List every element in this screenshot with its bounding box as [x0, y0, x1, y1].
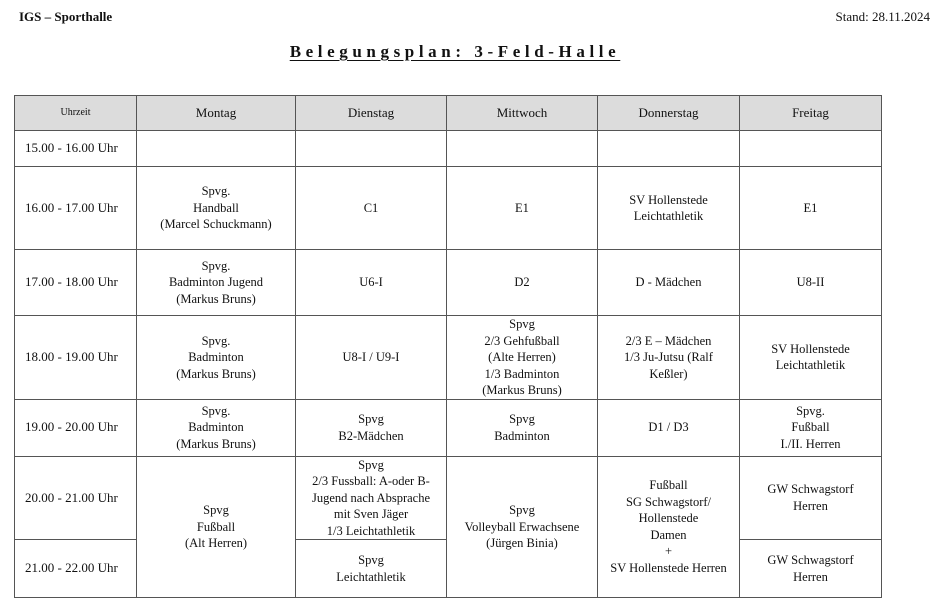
table-row [15, 250, 882, 316]
table-row [15, 316, 882, 400]
header-uhrzeit: Uhrzeit [15, 96, 137, 131]
header-montag: Montag [137, 96, 296, 131]
cell-line: D1 / D3 [648, 420, 689, 435]
schedule-cell [447, 131, 598, 167]
schedule-cell [137, 250, 296, 316]
cell-line: Fußball [196, 519, 236, 534]
table-row [15, 131, 882, 167]
cell-line: Spvg [509, 317, 535, 331]
schedule-cell [137, 316, 296, 400]
cell-line: Spvg [509, 412, 535, 426]
schedule-cell [137, 167, 296, 250]
stand-date: Stand: 28.11.2024 [835, 9, 930, 24]
cell-line: 2/3 Gehfußball [484, 333, 560, 348]
cell-line: SV Hollenstede [771, 341, 850, 356]
cell-line: Badminton [494, 428, 550, 443]
cell-line: SV Hollenstede Herren [610, 560, 727, 575]
cell-line: Badminton [188, 420, 244, 435]
cell-line: Spvg [203, 503, 229, 517]
time-slot: 17.00 - 18.00 Uhr [15, 250, 137, 316]
schedule-cell [137, 399, 296, 456]
cell-line: (Markus Bruns) [482, 383, 562, 397]
cell-line: (Markus Bruns) [176, 366, 256, 381]
schedule-cell [296, 250, 447, 316]
cell-line: 1/3 Badminton [484, 366, 560, 381]
time-slot: 20.00 - 21.00 Uhr [15, 456, 137, 540]
cell-line: D2 [514, 275, 530, 290]
cell-line: Herren [793, 498, 828, 513]
cell-line: Badminton Jugend [168, 275, 264, 290]
cell-line: Badminton [188, 350, 244, 364]
header-mittwoch: Mittwoch [447, 96, 598, 131]
cell-line: Leichtathletik [336, 569, 406, 584]
cell-line: Fußball [649, 478, 688, 493]
schedule-cell [740, 167, 882, 250]
cell-line: Herren [793, 569, 828, 584]
cell-line: Spvg [358, 412, 384, 426]
time-slot: 21.00 - 22.00 Uhr [15, 540, 137, 598]
cell-line: U6-I [359, 275, 383, 290]
schedule-cell [740, 131, 882, 167]
cell-line: E1 [515, 200, 529, 215]
cell-line: 1/3 Leichtathletik [326, 523, 416, 538]
schedule-table [14, 95, 882, 598]
schedule-cell [296, 456, 447, 540]
schedule-cell [447, 399, 598, 456]
time-slot: 19.00 - 20.00 Uhr [15, 399, 137, 456]
header-dienstag: Dienstag [296, 96, 447, 131]
cell-line: Spvg. [796, 403, 825, 418]
cell-line: U8-I / U9-I [342, 350, 400, 364]
schedule-cell [598, 316, 740, 400]
header-donnerstag: Donnerstag [598, 96, 740, 131]
header-freitag: Freitag [740, 96, 882, 131]
schedule-cell [296, 399, 447, 456]
cell-line: GW Schwagstorf [767, 553, 854, 567]
cell-line: (Alte Herren) [488, 350, 556, 364]
schedule-cell [598, 456, 740, 598]
cell-line: D - Mädchen [635, 275, 702, 290]
cell-line: 1/3 Ju-Jutsu (Ralf [624, 350, 713, 364]
cell-line: (Alt Herren) [184, 536, 248, 550]
schedule-cell [447, 456, 598, 598]
schedule-cell [447, 250, 598, 316]
cell-line: U8-II [796, 275, 825, 290]
cell-line: Spvg [358, 457, 384, 472]
schedule-cell [740, 250, 882, 316]
cell-line: SV Hollenstede [629, 192, 708, 207]
cell-line: Keßler) [649, 366, 688, 381]
schedule-cell [740, 316, 882, 400]
schedule-cell [598, 167, 740, 250]
cell-line: B2-Mädchen [338, 428, 404, 443]
cell-line: Handball [193, 200, 239, 215]
cell-line: C1 [363, 200, 379, 215]
cell-line: I./II. Herren [780, 436, 841, 451]
schedule-cell [137, 131, 296, 167]
schedule-cell [740, 456, 882, 540]
school-name: IGS – Sporthalle [19, 9, 113, 24]
table-row [15, 399, 882, 456]
document-title [0, 42, 910, 62]
time-slot: 18.00 - 19.00 Uhr [15, 316, 137, 400]
schedule-cell [740, 540, 882, 598]
cell-line: Leichtathletik [775, 358, 846, 373]
cell-line: Spvg [509, 503, 535, 517]
time-slot: 15.00 - 16.00 Uhr [15, 131, 137, 167]
cell-line: (Jürgen Binia) [486, 536, 558, 550]
schedule-cell [137, 456, 296, 598]
cell-line: E1 [803, 200, 818, 215]
cell-line: (Marcel Schuckmann) [160, 217, 272, 232]
schedule-cell [447, 167, 598, 250]
cell-line: Fußball [791, 420, 830, 435]
schedule-cell [447, 316, 598, 400]
table-row [15, 456, 882, 540]
cell-line: Spvg. [201, 184, 231, 199]
schedule-cell [598, 399, 740, 456]
schedule-cell [296, 316, 447, 400]
cell-line: 2/3 Fussball: A-oder B- [312, 474, 430, 488]
schedule-cell [296, 167, 447, 250]
title-text: Belegungsplan: 3-Feld-Halle [289, 42, 621, 61]
cell-line: + [664, 544, 673, 559]
schedule-cell [598, 131, 740, 167]
cell-line: Spvg [358, 553, 384, 567]
cell-line: Damen [650, 527, 687, 542]
cell-line: 2/3 E – Mädchen [625, 333, 712, 348]
table-row [15, 167, 882, 250]
header-row [15, 96, 882, 131]
cell-line: Jugend nach Absprache [311, 490, 431, 505]
cell-line: (Markus Bruns) [176, 436, 256, 451]
cell-line: (Markus Bruns) [176, 291, 256, 306]
schedule-cell [598, 250, 740, 316]
cell-line: GW Schwagstorf [767, 482, 854, 497]
schedule-cell [740, 399, 882, 456]
schedule-cell [296, 540, 447, 598]
cell-line: Spvg. [201, 403, 231, 418]
cell-line: Spvg. [201, 258, 231, 273]
cell-line: SG Schwagstorf/ [625, 494, 712, 509]
schedule-cell [296, 131, 447, 167]
cell-line: Volleyball Erwachsene [464, 519, 580, 534]
cell-line: Hollenstede [638, 511, 699, 526]
cell-line: Leichtathletik [633, 209, 704, 223]
cell-line: Spvg. [201, 333, 231, 348]
time-slot: 16.00 - 17.00 Uhr [15, 167, 137, 250]
cell-line: mit Sven Jäger [333, 507, 409, 521]
